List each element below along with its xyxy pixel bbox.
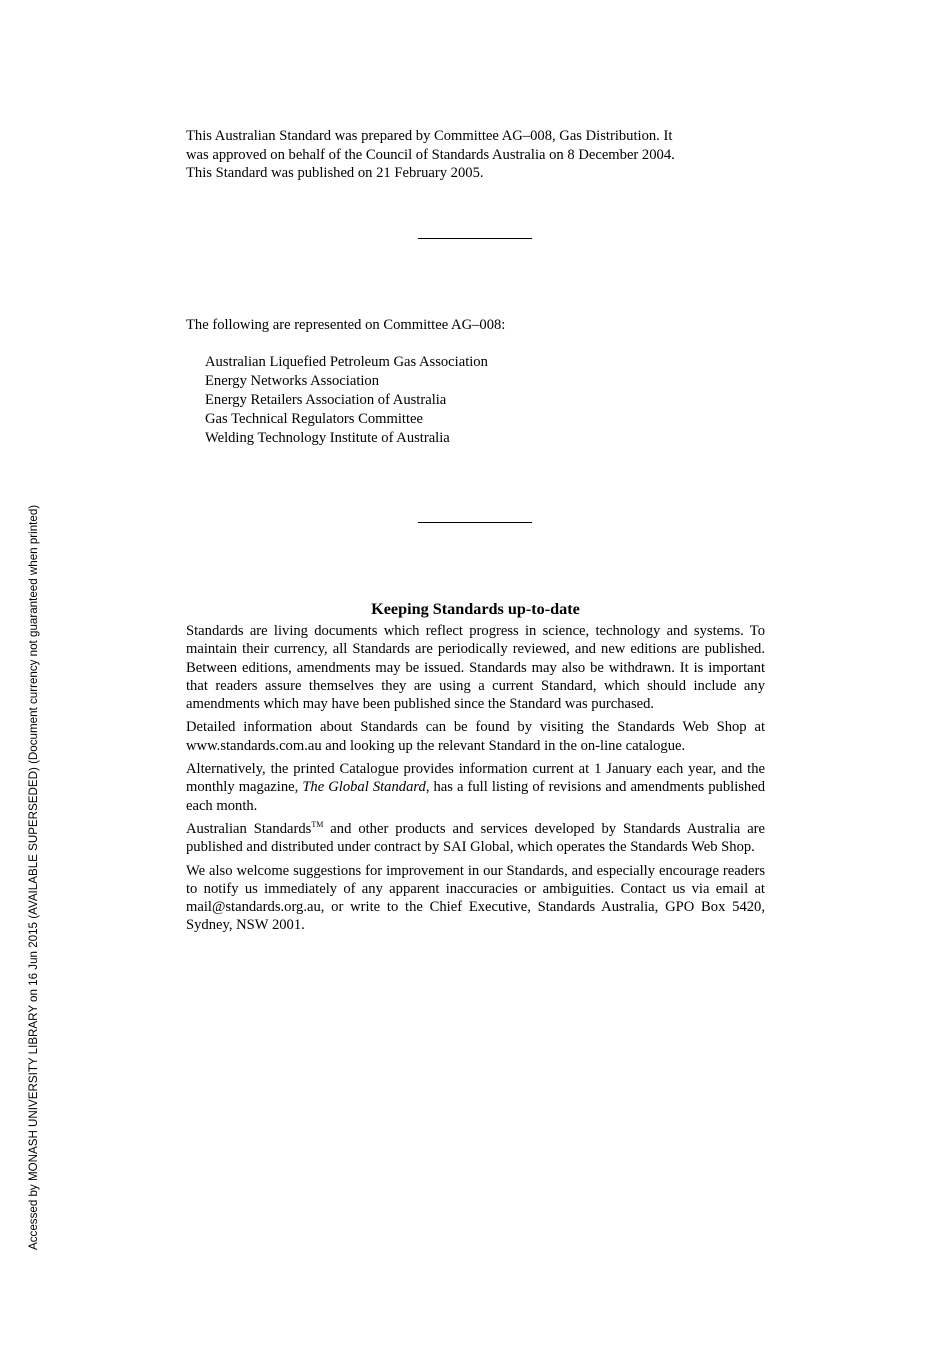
committee-member-list xyxy=(186,353,765,448)
section-heading: Keeping Standards up-to-date xyxy=(371,600,580,618)
committee-intro: The following are represented on Committee AG–008: xyxy=(186,317,506,333)
approval-statement xyxy=(186,127,765,183)
sai-text-end: and other products and services developed by Standards Australia are published and distributed under contract by SAI Global, which operates the Standards Web Shop. xyxy=(186,820,766,856)
section-divider xyxy=(418,238,532,239)
section-divider xyxy=(418,522,532,523)
paragraph-web-shop: Detailed information about Standards can be found by visiting the Standards Web Shop at www.standards.com.au and looking up the relevant Standard in the on-line catalogue. xyxy=(186,719,765,754)
committee-member: Gas Technical Regulators Committee xyxy=(205,410,423,427)
committee-member: Welding Technology Institute of Australia xyxy=(205,429,450,446)
approval-line-3: This Standard was published on 21 February 2005. xyxy=(186,165,484,181)
paragraph-living-documents: Standards are living documents which reflect progress in science, technology and systems. To maintain their currency, all Standards are periodically reviewed, and new editions are published. Between editions, amendments may be issued. Standards may also be withdrawn. It is important that readers assure themselves they are using a current Standard, which should include any amendments which may have been published since the Standard was purchased. xyxy=(186,623,765,713)
sai-text-start: Australian Standards xyxy=(186,820,312,837)
committee-member: Energy Retailers Association of Australia xyxy=(205,391,447,408)
access-watermark-text: Accessed by MONASH UNIVERSITY LIBRARY on 16 Jun 2015 (AVAILABLE SUPERSEDED) (Document currency not guaranteed when printed) xyxy=(27,504,40,1250)
committee-member: Energy Networks Association xyxy=(205,372,380,389)
approval-line-1: This Australian Standard was prepared by Committee AG–008, Gas Distribution. It xyxy=(186,128,673,144)
keeping-standards-section xyxy=(186,600,765,940)
catalogue-text-start: Alternatively, the printed Catalogue provides information current at 1 January each year, and the monthly magazine, xyxy=(186,761,765,796)
paragraph-catalogue xyxy=(186,760,765,815)
trademark-mark: TM xyxy=(311,820,324,830)
committee-member: Australian Liquefied Petroleum Gas Association xyxy=(205,353,488,370)
catalogue-text-end: , has a full listing of revisions and amendments published each month. xyxy=(186,779,765,814)
paragraph-suggestions: We also welcome suggestions for improvement in our Standards, and especially encourage readers to notify us immediately of any apparent inaccuracies or ambiguities. Contact us via email at mail@standards.org.au, or write to the Chief Executive, Standards Australia, GPO Box 5420, Sydney, NSW 2001. xyxy=(186,862,765,934)
committee-section xyxy=(186,316,765,448)
approval-line-2: was approved on behalf of the Council of Standards Australia on 8 December 2004. xyxy=(186,146,675,163)
paragraph-sai-global xyxy=(186,820,765,857)
magazine-title: The Global Standard xyxy=(302,779,426,796)
